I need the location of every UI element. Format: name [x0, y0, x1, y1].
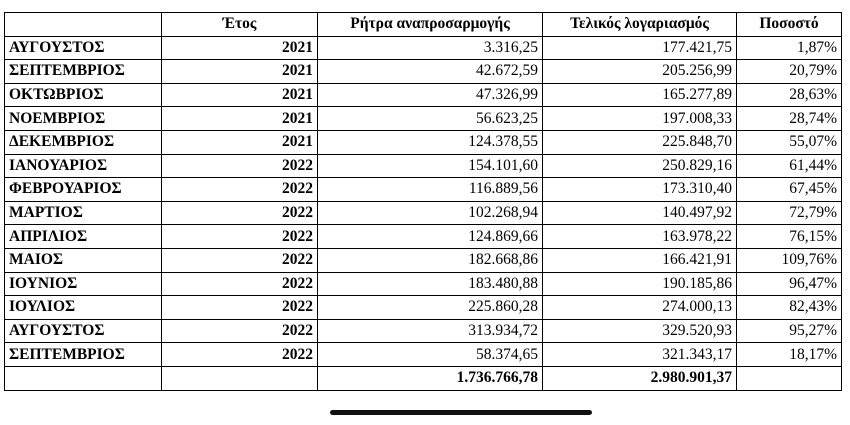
percentage-cell: 109,76%	[737, 248, 842, 272]
adjustment-clause-cell: 3.316,25	[318, 36, 543, 60]
final-bill-cell: 166.421,91	[543, 248, 737, 272]
percentage-cell: 1,87%	[737, 36, 842, 60]
adjustment-clause-cell: 116.889,56	[318, 178, 543, 202]
year-cell: 2022	[162, 272, 318, 296]
year-cell: 2022	[162, 154, 318, 178]
year-cell: 2022	[162, 225, 318, 249]
header-year: Έτος	[162, 13, 318, 37]
final-bill-cell: 205.256,99	[543, 60, 737, 84]
header-percentage: Ποσοστό	[737, 13, 842, 37]
table-row	[5, 319, 842, 343]
percentage-cell: 28,63%	[737, 83, 842, 107]
percentage-cell: 55,07%	[737, 130, 842, 154]
month-cell: ΦΕΒΡΟΥΑΡΙΟΣ	[5, 178, 162, 202]
adjustment-clause-cell: 124.378,55	[318, 130, 543, 154]
year-cell: 2022	[162, 201, 318, 225]
header-row	[5, 13, 842, 37]
final-bill-cell: 250.829,16	[543, 154, 737, 178]
table-row	[5, 201, 842, 225]
table-row	[5, 343, 842, 367]
month-cell: ΔΕΚΕΜΒΡΙΟΣ	[5, 130, 162, 154]
total-final-bill: 2.980.901,37	[543, 366, 737, 390]
percentage-cell: 28,74%	[737, 107, 842, 131]
adjustment-clause-cell: 58.374,65	[318, 343, 543, 367]
table-row	[5, 60, 842, 84]
totals-label	[5, 366, 162, 390]
total-adjustment-clause: 1.736.766,78	[318, 366, 543, 390]
final-bill-cell: 165.277,89	[543, 83, 737, 107]
table-row	[5, 272, 842, 296]
adjustment-clause-cell: 182.668,86	[318, 248, 543, 272]
year-cell: 2022	[162, 343, 318, 367]
table-row	[5, 248, 842, 272]
home-indicator[interactable]	[330, 410, 592, 415]
month-cell: ΜΑΙΟΣ	[5, 248, 162, 272]
percentage-cell: 76,15%	[737, 225, 842, 249]
final-bill-cell: 177.421,75	[543, 36, 737, 60]
month-cell: ΙΟΥΛΙΟΣ	[5, 296, 162, 320]
final-bill-cell: 197.008,33	[543, 107, 737, 131]
percentage-cell: 96,47%	[737, 272, 842, 296]
table-row	[5, 130, 842, 154]
header-adjustment-clause: Ρήτρα αναπροσαρμογής	[318, 13, 543, 37]
month-cell: ΑΥΓΟΥΣΤΟΣ	[5, 319, 162, 343]
table-row	[5, 83, 842, 107]
percentage-cell: 67,45%	[737, 178, 842, 202]
final-bill-cell: 190.185,86	[543, 272, 737, 296]
percentage-cell: 72,79%	[737, 201, 842, 225]
year-cell: 2021	[162, 60, 318, 84]
final-bill-cell: 329.520,93	[543, 319, 737, 343]
table-row	[5, 107, 842, 131]
year-cell: 2022	[162, 319, 318, 343]
totals-row	[5, 366, 842, 390]
table-row	[5, 36, 842, 60]
percentage-cell: 82,43%	[737, 296, 842, 320]
adjustment-clause-table	[4, 12, 842, 391]
year-cell: 2021	[162, 130, 318, 154]
adjustment-clause-cell: 47.326,99	[318, 83, 543, 107]
month-cell: ΙΑΝΟΥΑΡΙΟΣ	[5, 154, 162, 178]
year-cell: 2022	[162, 178, 318, 202]
adjustment-clause-cell: 42.672,59	[318, 60, 543, 84]
year-cell: 2021	[162, 107, 318, 131]
final-bill-cell: 163.978,22	[543, 225, 737, 249]
month-cell: ΑΥΓΟΥΣΤΟΣ	[5, 36, 162, 60]
totals-year	[162, 366, 318, 390]
table-row	[5, 154, 842, 178]
year-cell: 2022	[162, 296, 318, 320]
percentage-cell: 95,27%	[737, 319, 842, 343]
month-cell: ΜΑΡΤΙΟΣ	[5, 201, 162, 225]
table-row	[5, 296, 842, 320]
adjustment-clause-cell: 102.268,94	[318, 201, 543, 225]
final-bill-cell: 274.000,13	[543, 296, 737, 320]
adjustment-clause-cell: 225.860,28	[318, 296, 543, 320]
month-cell: ΣΕΠΤΕΜΒΡΙΟΣ	[5, 60, 162, 84]
adjustment-clause-cell: 183.480,88	[318, 272, 543, 296]
final-bill-cell: 140.497,92	[543, 201, 737, 225]
adjustment-clause-cell: 124.869,66	[318, 225, 543, 249]
final-bill-cell: 173.310,40	[543, 178, 737, 202]
header-month	[5, 13, 162, 37]
percentage-cell: 18,17%	[737, 343, 842, 367]
adjustment-clause-cell: 313.934,72	[318, 319, 543, 343]
month-cell: ΝΟΕΜΒΡΙΟΣ	[5, 107, 162, 131]
adjustment-clause-cell: 154.101,60	[318, 154, 543, 178]
year-cell: 2021	[162, 36, 318, 60]
month-cell: ΙΟΥΝΙΟΣ	[5, 272, 162, 296]
month-cell: ΟΚΤΩΒΡΙΟΣ	[5, 83, 162, 107]
percentage-cell: 20,79%	[737, 60, 842, 84]
table-row	[5, 225, 842, 249]
totals-percentage	[737, 366, 842, 390]
header-final-bill: Τελικός λογαριασμός	[543, 13, 737, 37]
year-cell: 2021	[162, 83, 318, 107]
adjustment-clause-cell: 56.623,25	[318, 107, 543, 131]
table-row	[5, 178, 842, 202]
final-bill-cell: 225.848,70	[543, 130, 737, 154]
year-cell: 2022	[162, 248, 318, 272]
percentage-cell: 61,44%	[737, 154, 842, 178]
month-cell: ΣΕΠΤΕΜΒΡΙΟΣ	[5, 343, 162, 367]
final-bill-cell: 321.343,17	[543, 343, 737, 367]
month-cell: ΑΠΡΙΛΙΟΣ	[5, 225, 162, 249]
